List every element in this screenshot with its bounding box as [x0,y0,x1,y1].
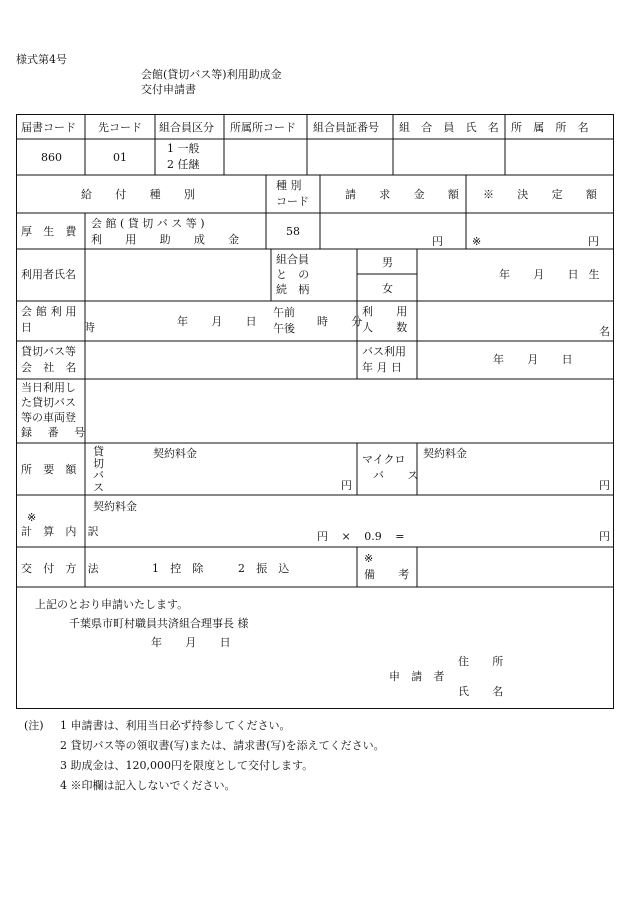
shubetsu-code-label-2: コード [276,195,309,208]
applicant-label: 申 請 者 [389,670,449,683]
seikyu-yen-unit: 円 [432,235,443,248]
seikyu-kingaku-label: 請 求 金 額 [345,188,469,201]
saki-code-value[interactable]: 01 [113,151,127,164]
kashikiri-yen-unit: 円 [341,479,352,492]
note-label: (注) [24,719,44,732]
application-form [16,114,614,709]
shoyo-gaku-label: 所 要 額 [21,463,81,476]
keisan-mark: ※ [27,511,37,524]
zokugara-label-1: 組合員 [276,253,309,266]
form-number: 様式第4号 [16,53,67,66]
note-1-text: 1 申請書は、利用当日必ず持参してください。 [60,719,291,732]
col-kumiaiin-shimei: 組 合 員 氏 名 [399,121,503,134]
kubun-option-ninkei[interactable]: 2 任継 [167,158,200,171]
birth-date-field[interactable]: 年 月 日生 [499,268,610,281]
bus-riyo-date[interactable]: 年 月 日 [493,353,583,366]
riyo-ninzu-label-2: 人 数 [362,321,418,334]
bus-gaisha-label-2: 会 社 名 [21,361,81,374]
kofu-hoho-label: 交 付 方 法 [21,562,103,575]
kettei-gaku-label: ※ 決 定 額 [483,188,607,201]
keisan-fee-label: 契約料金 [93,500,137,513]
col-kumiaiin-kubun: 組合員区分 [159,121,214,134]
kettei-mark: ※ [472,235,482,248]
kubun-option-ippan[interactable]: 1 一般 [167,142,200,155]
bus-riyo-label-1: バス利用 [362,345,406,358]
sharyo-label-2: た貸切バス [21,396,76,409]
sharyo-label-4: 録 番 号 [21,426,92,439]
kofu-option-furikomi[interactable]: 2 振 込 [238,562,294,575]
time-pm-option[interactable]: 午後 [273,322,295,335]
keisan-uchiwake-label: 計 算 内 訳 [21,525,103,538]
note-2 [24,736,385,756]
form-title-line2: 交付申請書 [141,83,196,96]
bus-gaisha-label-1: 貸切バス等 [21,345,76,358]
col-todoke-code: 届書コード [21,121,76,134]
statement-text: 上記のとおり申請いたします。 [35,598,189,611]
bus-riyo-label-2: 年 月 日 [362,361,402,374]
sharyo-label-3: 等の車両登 [21,411,76,424]
kashikiri-v3: バ [93,469,104,482]
addressee-text: 千葉県市町村職員共済組合理事長 様 [69,617,249,630]
todoke-code-value[interactable]: 860 [41,151,62,164]
kashikiri-v1: 貸 [93,445,104,458]
kashikiri-fee-label: 契約料金 [153,447,197,460]
notes-section [24,716,385,796]
applicant-address-label: 住 所 [458,655,514,668]
gender-male-option[interactable]: 男 [382,256,393,269]
sharyo-label-1: 当日利用し [21,381,76,394]
riyo-ninzu-label-1: 利 用 [362,305,418,318]
col-shozokusho-mei: 所 属 所 名 [511,121,593,134]
note-3 [24,756,385,776]
kaikan-riyo-date[interactable]: 年 月 日 [177,315,267,328]
biko-mark: ※ [364,552,374,565]
time-field[interactable]: 時 分 [317,315,373,328]
kofu-option-kojo[interactable]: 1 控 除 [152,562,208,575]
zokugara-label-2: と の [276,268,314,281]
note-2-text: 2 貸切バス等の領収書(写)または、請求書(写)を添えてください。 [60,739,385,752]
col-saki-code: 先コード [98,121,142,134]
note-4 [24,776,385,796]
keisan-yen-unit: 円 [599,530,610,543]
riyosha-shimei-label: 利用者氏名 [21,268,76,281]
note-4-text: 4 ※印欄は記入しないでください。 [60,779,236,792]
applicant-name-label: 氏 名 [458,685,514,698]
zokugara-label-3: 続 柄 [276,283,314,296]
shubetsu-code-label-1: 種 別 [276,179,302,192]
note-1 [24,716,385,736]
form-title-line1: 会館(貸切バス等)利用助成金 [141,68,282,81]
gender-female-option[interactable]: 女 [382,282,393,295]
micro-label-2: バ ス [373,469,429,482]
kettei-yen-unit: 円 [588,235,599,248]
note-3-text: 3 助成金は、120,000円を限度として交付します。 [60,759,314,772]
kosei-hi-label: 厚 生 費 [21,225,81,238]
biko-label: 備 考 [364,568,420,581]
micro-label-1: マイクロ [362,453,406,466]
col-kumiaiin-shobango: 組合員証番号 [313,121,379,134]
keisan-formula: 円 × 0.9 = [317,530,405,543]
kashikiri-v2: 切 [93,457,104,470]
item-label-line1: 会 館 ( 貸 切 バ ス 等 ) [91,217,205,230]
kaikan-riyo-label-2: 日 時 [21,321,120,334]
kaikan-riyo-label-1: 会館利用 [21,305,81,318]
kashikiri-v4: ス [93,481,104,494]
time-am-option[interactable]: 午前 [273,306,295,319]
ninzu-unit: 名 [599,325,610,338]
micro-fee-label: 契約料金 [423,447,467,460]
shubetsu-code-value: 58 [286,225,300,238]
item-label-line2: 利 用 助 成 金 [91,233,250,246]
application-date[interactable]: 年 月 日 [151,636,241,649]
micro-yen-unit: 円 [599,479,610,492]
col-shozoku-code: 所属所コード [230,121,296,134]
kyufu-shubetsu-label: 給 付 種 別 [81,188,205,201]
